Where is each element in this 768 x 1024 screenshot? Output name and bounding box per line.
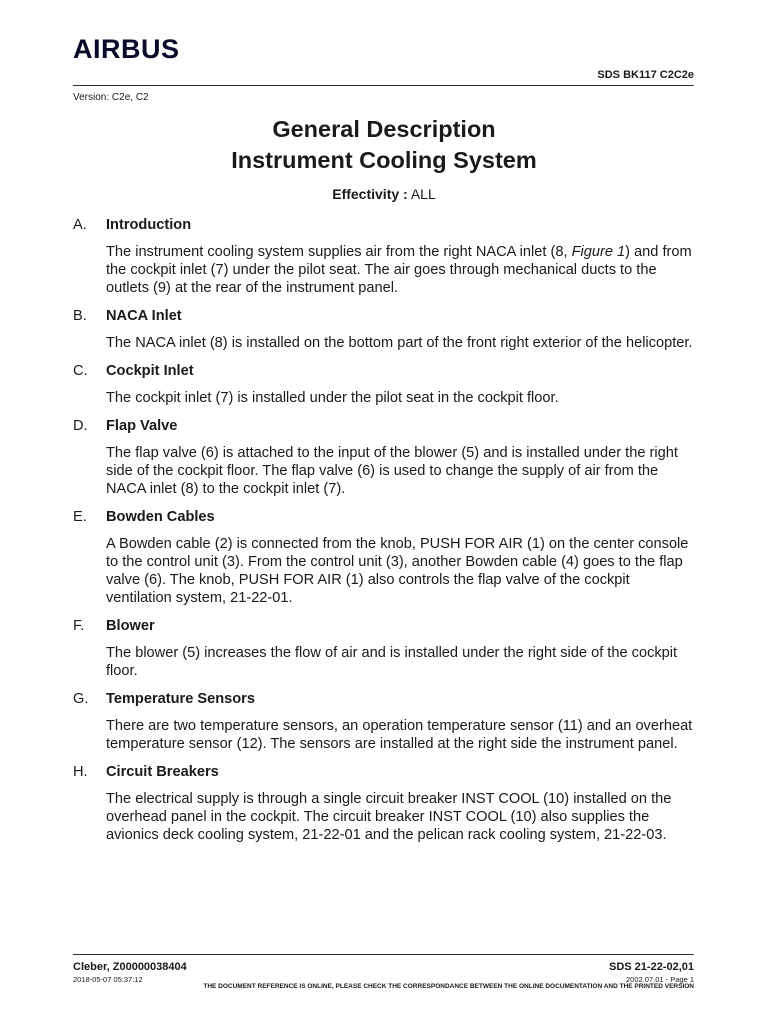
section-heading: Temperature Sensors [106, 691, 255, 707]
document-reference: SDS BK117 C2C2e [597, 69, 694, 81]
section-text: The blower (5) increases the flow of air and is installed under the right side of the cockpit floor. [106, 645, 678, 679]
section-text: The electrical supply is through a single circuit breaker INST COOL (10) installed on the overhead panel in the cockpit. The circuit breaker INST COOL (10) also supplies the avionics deck cooling system, 21-22-01 and the pelican rack cooling system, 21-22-03. [106, 791, 672, 843]
section-naca-inlet [73, 307, 698, 352]
section-letter: F. [73, 618, 85, 634]
figure-reference: Figure 1 [571, 244, 626, 260]
footer-notice: THE DOCUMENT REFERENCE IS ONLINE, PLEASE CHECK THE CORRESPONDANCE BETWEEN THE ONLINE DOCUMENTATION AND THE PRINTED VERSION [203, 983, 694, 990]
section-circuit-breakers [73, 763, 698, 844]
section-heading: Cockpit Inlet [106, 363, 194, 379]
section-text: The instrument cooling system supplies air from the right NACA inlet (8, Figure 1) and from the cockpit inlet (7) under the pilot seat. The air goes through mechanical ducts to the outlets (9) at the rear of the instrument panel. [106, 244, 692, 296]
effectivity-label: Effectivity : [332, 186, 408, 202]
section-text: The cockpit inlet (7) is installed under the pilot seat in the cockpit floor. [106, 390, 559, 406]
section-bowden-cables [73, 508, 698, 607]
section-heading: Flap Valve [106, 418, 178, 434]
footer-divider [73, 954, 694, 955]
section-heading: NACA Inlet [106, 308, 182, 324]
page-title [0, 114, 768, 176]
section-letter: B. [73, 308, 87, 324]
section-heading: Introduction [106, 217, 192, 233]
section-letter: H. [73, 764, 88, 780]
section-letter: D. [73, 418, 88, 434]
section-letter: E. [73, 509, 87, 525]
footer-timestamp: 2018-05-07 05:37:12 [73, 975, 143, 984]
section-text: The flap valve (6) is attached to the input of the blower (5) and is installed under the right side of the cockpit floor. The flap valve (6) is used to change the supply of air from the NACA inlet (8) to the cockpit inlet (7). [106, 445, 678, 497]
section-letter: G. [73, 691, 89, 707]
document-body [73, 216, 698, 854]
section-letter: A. [73, 217, 87, 233]
section-heading: Blower [106, 618, 155, 634]
footer-sds-reference: SDS 21-22-02,01 [609, 961, 694, 973]
title-line-2: Instrument Cooling System [231, 147, 537, 173]
title-line-1: General Description [272, 116, 496, 142]
effectivity [0, 186, 768, 202]
section-temperature-sensors [73, 690, 698, 753]
header-divider [73, 85, 694, 86]
section-text: There are two temperature sensors, an operation temperature sensor (11) and an overheat temperature sensor (12). The sensors are installed at the right side the instrument panel. [106, 718, 693, 752]
section-blower [73, 617, 698, 680]
effectivity-value: ALL [410, 186, 436, 202]
section-text: The NACA inlet (8) is installed on the bottom part of the front right exterior of the helicopter. [106, 335, 693, 351]
section-flap-valve [73, 417, 698, 498]
section-cockpit-inlet [73, 362, 698, 407]
section-heading: Bowden Cables [106, 509, 215, 525]
footer-page-info: 2002.07.01 - Page 1 [626, 975, 694, 984]
section-introduction [73, 216, 698, 297]
section-letter: C. [73, 363, 88, 379]
section-text: A Bowden cable (2) is connected from the knob, PUSH FOR AIR (1) on the center console to the control unit (3). From the control unit (3), another Bowden cable (4) goes to the flap valve (6). The knob, PUSH FOR AIR (1) also controls the flap valve of the cockpit ventilation system, 21-22-01. [106, 536, 689, 606]
footer-user: Cleber, Z00000038404 [73, 961, 187, 973]
airbus-logo: AIRBUS [73, 34, 180, 64]
section-heading: Circuit Breakers [106, 764, 219, 780]
version-label: Version: C2e, C2 [73, 92, 149, 103]
